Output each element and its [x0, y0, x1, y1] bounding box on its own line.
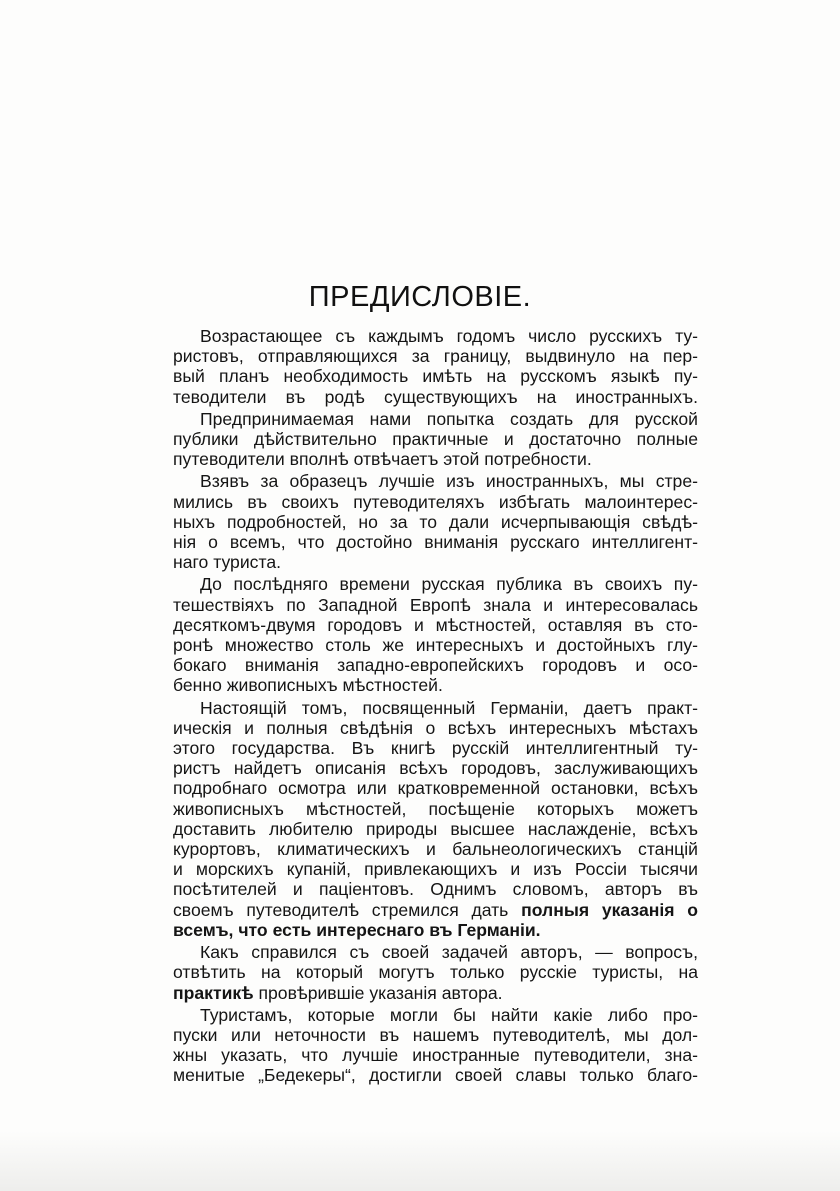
paragraph-5 [146, 698, 698, 940]
text-line [146, 900, 698, 920]
text-line: путеводители вполнѣ отвѣчаетъ этой потребности. [173, 449, 592, 470]
text-segment: своемъ путеводителѣ стремился дать [173, 899, 522, 920]
text-line: ическія и полныя свѣдѣнія о всѣхъ интересныхъ мѣстахъ [173, 717, 698, 738]
text-line: отвѣтить на который могутъ только русскіе туристы, на [173, 962, 698, 983]
paragraph-2 [146, 409, 698, 470]
text-line: Предпринимаемая нами попытка создать для русской [200, 408, 698, 429]
text-line: тешествіяхъ по Западной Европѣ знала и интересовалась [173, 594, 698, 615]
text-line: Какъ справился съ своей задачей авторъ, — вопросъ, [200, 942, 698, 963]
bold-emphasis-line: всемъ, что есть интереснаго въ Германіи. [173, 919, 541, 940]
text-line: Туристамъ, которые могли бы найти какіе либо про- [200, 1004, 698, 1025]
text-line: пуски или неточности въ нашемъ путеводителѣ, мы дол- [173, 1024, 698, 1045]
text-line: живописныхъ мѣстностей, посѣщеніе которыхъ можетъ [173, 798, 698, 819]
text-line: публики дѣйствительно практичные и достаточно полные [173, 429, 698, 450]
text-line [146, 983, 698, 1003]
text-line: Возрастающее съ каждымъ годомъ число русскихъ ту- [200, 326, 698, 346]
page-title: ПРЕДИСЛОВІЕ. [308, 281, 532, 313]
text-line: До послѣдняго времени русская публика въ своихъ пу- [200, 574, 698, 595]
text-line: Взявъ за образецъ лучшіе изъ иностранныхъ, мы стре- [200, 471, 698, 492]
text-line: бенно живописныхъ мѣстностей. [173, 675, 443, 696]
text-line: жны указать, что лучшіе иностранные путеводители, зна- [173, 1045, 698, 1066]
text-line: подробнаго осмотра или кратковременной остановки, всѣхъ [173, 778, 698, 799]
text-line: мились въ своихъ путеводителяхъ избѣгать малоинтерес- [173, 491, 698, 512]
bold-emphasis: практикѣ [173, 982, 254, 1003]
text-line: вый планъ необходимость имѣть на русскомъ языкѣ пу- [173, 366, 698, 387]
text-line: доставить любителю природы высшее наслажденіе, всѣхъ [173, 818, 698, 839]
text-line: Настоящій томъ, посвященный Германіи, даетъ практ- [200, 697, 698, 718]
text-line: ристъ найдетъ описанія всѣхъ городовъ, заслуживающихъ [173, 758, 698, 779]
text-line: теводители въ родѣ существующихъ на иностранныхъ. [173, 386, 698, 407]
text-line: бокаго вниманія западно-европейскихъ городовъ и осо- [173, 655, 698, 676]
text-line: наго туриста. [173, 552, 282, 573]
text-line: ронѣ множество столь же интересныхъ и достойныхъ глу- [173, 635, 698, 656]
text-line: курортовъ, климатическихъ и бальнеологическихъ станцій [173, 839, 698, 860]
text-line: нія о всемъ, что достойно вниманія русскаго интеллигент- [173, 532, 698, 553]
text-segment: провѣрившіе указанія автора. [253, 982, 503, 1003]
text-line: ныхъ подробностей, но за то дали исчерпывающія свѣдѣ- [173, 511, 698, 532]
paragraph-4 [146, 574, 698, 695]
text-line: и морскихъ купаній, привлекающихъ и изъ Россіи тысячи [173, 859, 698, 880]
text-line: посѣтителей и паціентовъ. Однимъ словомъ, авторъ въ [173, 879, 698, 900]
text-line: менитые „Бедекеры“, достигли своей славы только благо- [173, 1065, 698, 1086]
text-line: ристовъ, отправляющихся за границу, выдвинуло на пер- [173, 346, 698, 367]
paragraph-6 [146, 942, 698, 1003]
paragraph-1 [146, 326, 698, 407]
preface-body [146, 326, 698, 1086]
text-line: десяткомъ-двумя городовъ и мѣстностей, оставляя въ сто- [173, 614, 698, 635]
text-line: этого государства. Въ книгѣ русскій интеллигентный ту- [173, 738, 698, 759]
paragraph-7 [146, 1005, 698, 1086]
bold-emphasis: полныя указанія о [521, 899, 698, 920]
paragraph-3 [146, 471, 698, 572]
